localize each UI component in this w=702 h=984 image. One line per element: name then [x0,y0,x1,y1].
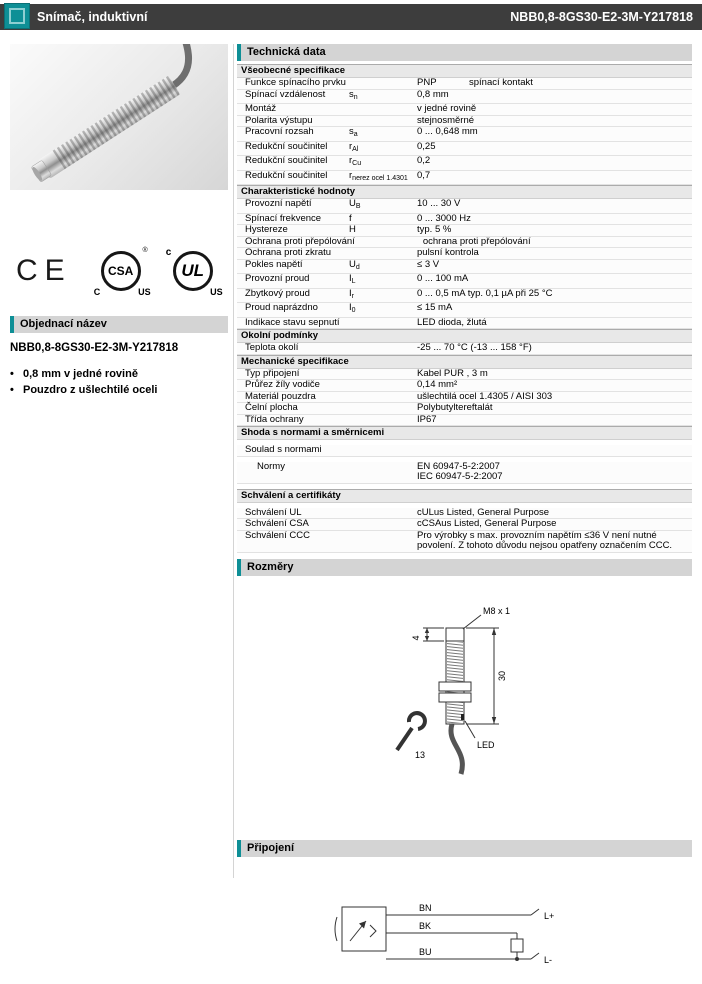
tech-row-symbol: $s_a$ [349,126,358,138]
ul-us: US [210,287,223,297]
tech-row-value: cULus Listed, General Purpose [417,506,550,518]
product-photo [10,44,228,190]
dim-4-label: 4 [411,634,421,641]
tech-row [237,142,692,157]
tech-row-symbol: $U_B$ [349,198,361,210]
dim-thread-label: M8 x 1 [483,605,511,616]
tech-row [237,78,692,90]
terminal-lplus-label: L+ [544,910,555,921]
tech-row-value: Kabel PUR , 3 m [417,367,488,379]
tech-row [237,343,692,355]
tech-section: Mechanické specifikace [237,355,692,369]
wire-bk-label: BK [419,920,432,931]
tech-row-value: 0 ... 100 mA [417,273,469,284]
tech-row [237,199,692,214]
ul-mark-icon [165,247,223,297]
page-header [0,4,702,30]
tech-row-label: Soulad s normami [245,444,322,455]
tech-row-value: v jedné rovině [417,103,477,114]
tech-row-label: Proud naprázdno [245,302,318,313]
tech-row [237,380,692,392]
dimensions-section [237,598,692,840]
tech-row-value: 0 ... 3000 Hz [417,212,471,224]
tech-row-symbol: $I_r$ [349,287,354,300]
tech-row-label: Schválení UL [245,506,302,518]
wire-bn-label: BN [419,902,432,913]
tech-row-value: 0,25 [417,140,436,152]
tech-row [237,318,692,330]
ul-circle: UL [173,251,213,291]
tech-row-value: pulsní kontrola [417,247,479,258]
tech-row-symbol: $r_{Cu}$ [349,155,362,167]
ul-c: c [165,247,172,258]
tech-row [237,127,692,142]
tech-row-label: Polarita výstupu [245,114,313,126]
tech-row-label: Redukční součinitel [245,155,328,166]
tech-row-label: Provozní napětí [245,198,312,209]
tech-row-symbol: $s_n$ [349,88,358,101]
dimensions-header: Rozměry [237,559,692,576]
feature-bullet [10,366,228,382]
tech-row [237,225,692,237]
tech-row-label: Materiál pouzdra [245,390,316,402]
csa-circle: CSA [101,251,141,291]
tech-row-value: ušlechtilá ocel 1.4305 / AISI 303 [417,390,553,402]
tech-row-value: stejnosměrné [417,114,475,126]
brand-logo-inner [9,8,25,24]
tech-row-label: Provozní proud [245,273,310,284]
tech-row-value: Pro výrobky s max. provozním napětím ≤36 V není nutné povolení. Z tohoto důvodu nejsou opatřeny označením CCC. [417,529,673,551]
tech-row-label: Zbytkový proud [245,287,310,299]
right-column [237,44,692,984]
tech-row-value: EN 60947-5-2:2007 IEC 60947-5-2:2007 [417,460,503,482]
tech-row-value: 0 ... 0,5 mA typ. 0,1 µA při 25 °C [417,287,553,299]
csa-us: US [138,287,151,297]
tech-row [237,90,692,105]
tech-row [237,531,692,553]
tech-table [237,64,692,553]
tech-row-value: 0,2 [417,155,431,166]
tech-row-value: LED dioda, žlutá [417,316,487,328]
tech-row-value: ≤ 3 V [417,258,440,270]
tech-row [237,260,692,275]
tech-row-value: 0,8 mm [417,88,449,100]
header-part-number: NBB0,8-8GS30-E2-3M-Y217818 [510,10,693,24]
tech-row-label: Čelní plocha [245,402,298,413]
tech-section: Okolní podmínky [237,329,692,343]
connection-header: Připojení [237,840,692,857]
tech-row [237,403,692,415]
tech-section: Shoda s normami a směrnicemi [237,426,692,440]
tech-row [237,519,692,531]
tech-row-value: Polybutyltereftalát [417,402,493,413]
tech-row [237,156,692,171]
tech-row-value: cCSAus Listed, General Purpose [417,518,557,529]
tech-row-label: Teplota okolí [245,342,299,353]
tech-row [237,248,692,260]
tech-row-value: ochrana proti přepólování [422,235,531,247]
bullet-icon: • [10,368,14,380]
tech-row-symbol: f [349,212,352,224]
terminal-lminus-label: L- [544,954,553,965]
tech-row [237,171,692,186]
tech-row [237,289,692,304]
tech-row-label: Indikace stavu sepnutí [245,316,340,328]
csa-registered: ® [142,247,148,254]
column-divider [233,44,234,878]
wire-bu-label: BU [419,946,432,957]
tech-row-value: 0 ... 0,648 mm [417,126,478,137]
tech-row-symbol: $r_{nerez ocel 1.4301}$ [349,169,408,182]
tech-row-label: Redukční součinitel [245,140,328,152]
order-number: NBB0,8-8GS30-E2-3M-Y217818 [10,342,179,354]
page-title: Snímač, induktivní [37,10,148,24]
sensor-photo-illustration [10,44,228,190]
tech-row-value: 10 ... 30 V [417,198,461,209]
tech-row-label: Průřez žíly vodiče [245,379,320,390]
tech-row-label: Pracovní rozsah [245,126,314,137]
tech-section: Charakteristické hodnoty [237,185,692,199]
connection-section [237,889,692,984]
feature-bullet-text: Pouzdro z ušlechtilé oceli [23,384,158,396]
tech-row-symbol: $I_0$ [349,302,356,314]
tech-row [237,445,692,457]
tech-row-label: Schválení CSA [245,518,309,529]
feature-bullet-text: 0,8 mm v jedné rovině [23,368,138,380]
tech-row-label: Redukční součinitel [245,169,328,181]
tech-row-symbol: H [349,224,356,235]
tech-row-value: 0,14 mm² [417,379,458,390]
connection-diagram [333,889,583,984]
technical-data-header: Technická data [237,44,692,61]
tech-row [237,462,692,484]
tech-row-label: Pokles napětí [245,258,303,270]
tech-row-label: Normy [257,460,285,472]
tech-row-value: PNP spínací kontakt [417,77,533,88]
csa-mark-icon [93,247,151,297]
tech-row [237,104,692,116]
feature-bullets [10,366,228,398]
dimension-drawing [315,598,615,798]
tech-row-label: Hystereze [245,224,288,235]
csa-c: C [93,287,101,297]
tech-row-label: Spínací frekvence [245,212,322,224]
dim-30-label: 30 [497,670,507,681]
dim-led-label: LED [477,739,495,750]
tech-row-value: -25 ... 70 °C (-13 ... 158 °F) [417,342,532,353]
left-column [10,44,228,398]
tech-row-value: typ. 5 % [417,224,452,235]
tech-row-label: Třída ochrany [245,413,304,425]
tech-row-symbol: $r_{Al}$ [349,140,359,153]
tech-row-value [417,445,692,456]
tech-row-value: IP67 [417,413,437,425]
certification-marks [10,244,228,298]
bullet-icon: • [10,384,14,396]
tech-section: Schválení a certifikáty [237,489,692,503]
tech-row-label: Schválení CCC [245,529,310,541]
tech-row-label: Funkce spínacího prvku [245,77,346,88]
brand-logo-icon [4,3,30,29]
tech-row [237,415,692,427]
tech-row-symbol: $U_d$ [349,258,360,271]
tech-row-value: 0,7 [417,169,431,181]
tech-row-label: Montáž [245,103,277,114]
dim-wrench-label: 13 [415,749,426,760]
tech-section: Všeobecné specifikace [237,64,692,78]
tech-row-label: Ochrana proti přepólování [245,235,355,247]
tech-row-label: Spínací vzdálenost [245,88,326,100]
tech-row [237,274,692,289]
tech-row-label: Ochrana proti zkratu [245,247,332,258]
order-name-header: Objednací název [10,316,228,333]
tech-row-symbol: $I_L$ [349,273,356,285]
tech-row-value: ≤ 15 mA [417,302,453,313]
feature-bullet [10,382,228,398]
tech-row-label: Typ připojení [245,367,300,379]
ce-mark-icon: CE [16,254,72,287]
tech-row [237,303,692,318]
tech-row [237,214,692,226]
